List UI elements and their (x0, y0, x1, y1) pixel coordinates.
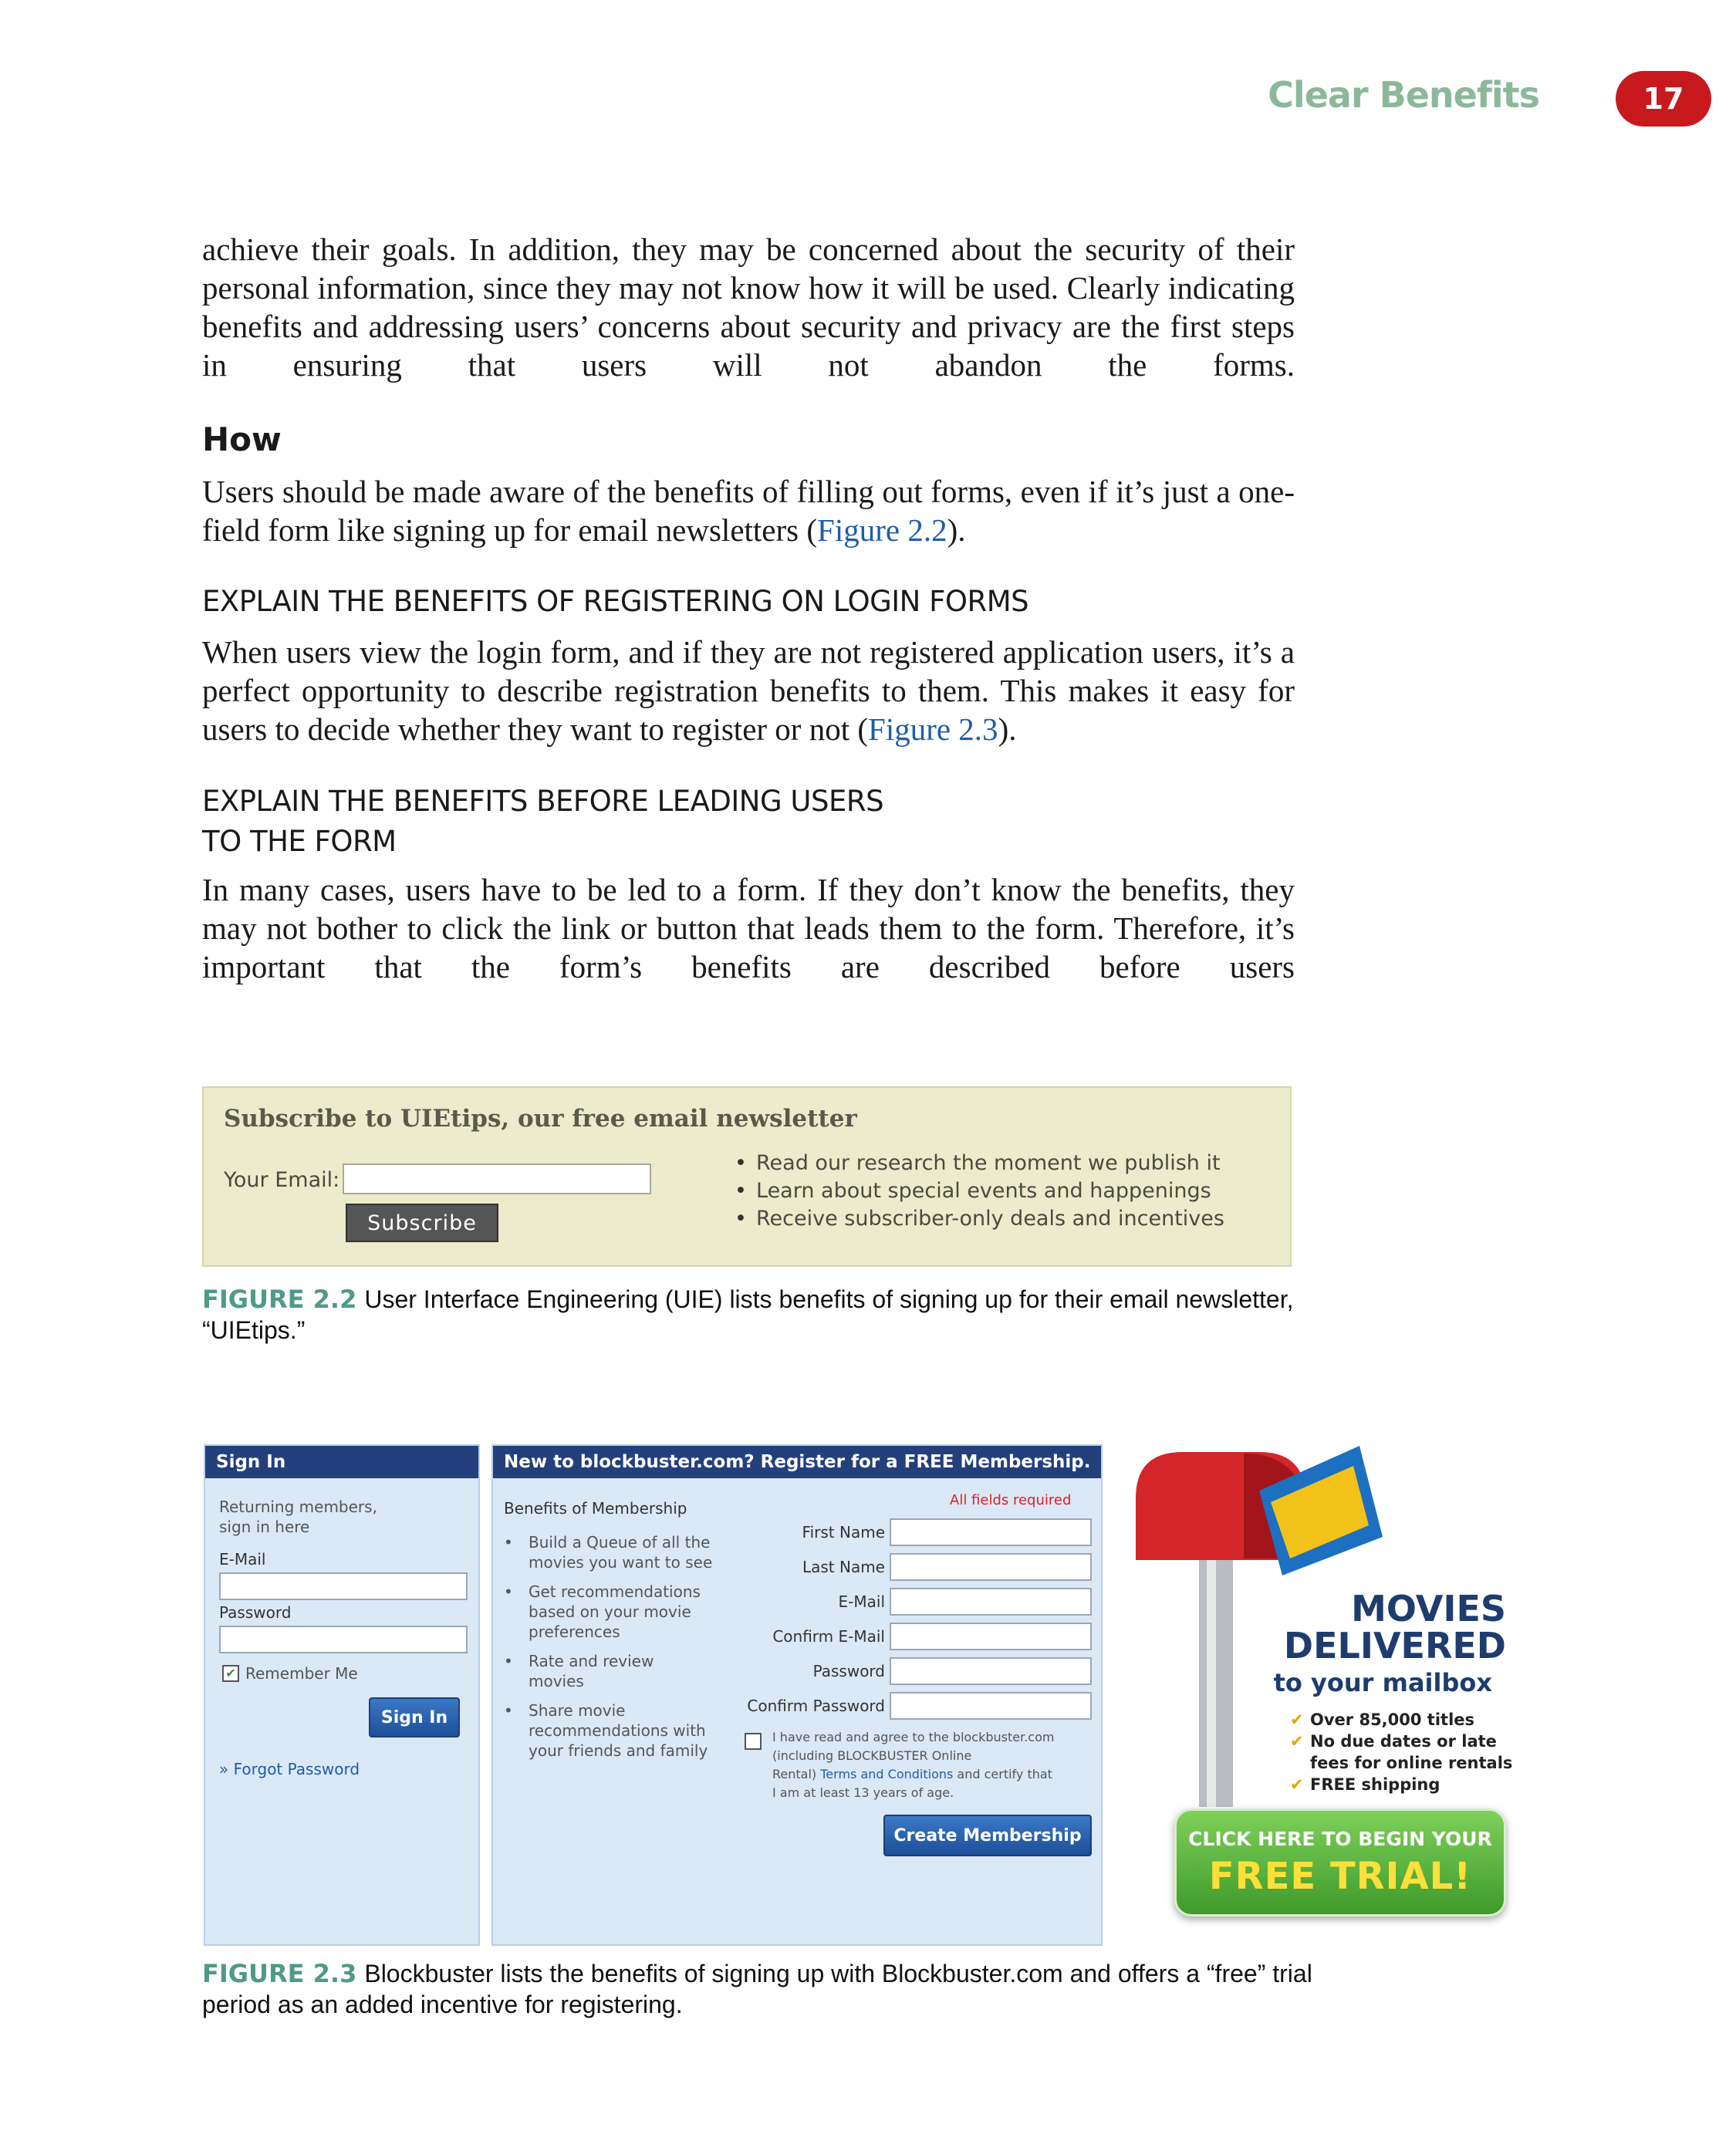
register-heading: New to blockbuster.com? Register for a FREE Membership. (493, 1446, 1101, 1478)
terms-line4: I am at least 13 years of age. (772, 1785, 954, 1800)
running-title: Clear Benefits (1268, 74, 1539, 116)
paragraph-how-end: ). (947, 512, 966, 548)
confirm-password-field[interactable] (890, 1692, 1092, 1720)
email-label: Your Email: (224, 1168, 340, 1192)
perk-item (1290, 1752, 1512, 1774)
terms-and-conditions-link[interactable]: Terms and Conditions (820, 1767, 954, 1781)
newsletter-title: Subscribe to UIEtips, our free email newsletter (224, 1105, 857, 1133)
forgot-password-link[interactable]: » Forgot Password (219, 1760, 360, 1778)
ad-to-your-mailbox: to your mailbox (1273, 1668, 1492, 1697)
ad-delivered: DELIVERED (1283, 1625, 1506, 1667)
signin-button[interactable]: Sign In (369, 1697, 460, 1737)
paragraph-login (202, 633, 1295, 748)
heading-how: How (202, 420, 282, 458)
terms-checkbox[interactable] (745, 1733, 762, 1750)
figure-2-2-link[interactable]: Figure 2.2 (817, 512, 947, 548)
paragraph-before-form: In many cases, users have to be led to a form. If they don’t know the benefits, they may not bother to click the link or button that leads them to the form. Therefore, it’s important that the form’s benefits are described before users (202, 872, 1295, 984)
benefit-line: Build a Queue of all the (529, 1533, 711, 1552)
free-trial-button[interactable] (1174, 1808, 1506, 1916)
benefits-heading: Benefits of Membership (504, 1499, 687, 1518)
terms-line3-start: Rental) (772, 1767, 817, 1781)
ad-perks-list (1290, 1709, 1512, 1795)
confirm-email-label: Confirm E-Mail (772, 1627, 885, 1646)
benefit-bullet: • (504, 1533, 513, 1552)
first-name-label: First Name (802, 1523, 885, 1542)
paragraph-intro: achieve their goals. In addition, they may be concerned about the security of their personal information, since they may not know how it will be used. Clearly indicating benefits and addressing users’ concerns about security and privacy are the first steps in ensuring that users will not abandon the forms. (202, 231, 1295, 383)
benefit-line: movies (529, 1672, 584, 1690)
signin-email-label: E-Mail (219, 1550, 266, 1569)
benefit-line: movies you want to see (529, 1553, 713, 1572)
first-name-field[interactable] (890, 1518, 1092, 1546)
perk-text: fees for online rentals (1310, 1754, 1513, 1772)
email-label: E-Mail (838, 1592, 885, 1611)
heading-before-form-line2: TO THE FORM (202, 825, 397, 858)
benefit-line: Share movie (529, 1701, 626, 1720)
perk-item (1290, 1774, 1512, 1795)
signin-intro-line1: Returning members, (219, 1498, 377, 1516)
figure-2-2-label: FIGURE 2.2 (202, 1285, 357, 1314)
required-note: All fields required (950, 1492, 1072, 1508)
figure-2-3-label: FIGURE 2.3 (202, 1959, 357, 1988)
benefit-line: recommendations with (529, 1721, 706, 1740)
register-panel (491, 1444, 1103, 1946)
ad-movies: MOVIES (1351, 1588, 1506, 1629)
benefit-item: • Read our research the moment we publish it (735, 1150, 1224, 1177)
terms-line1: I have read and agree to the blockbuster.com (772, 1730, 1055, 1744)
paragraph-how (202, 472, 1295, 549)
perk-text: No due dates or late (1310, 1732, 1497, 1751)
paragraph-login-text: When users view the login form, and if they are not registered application users, it’s a perfect opportunity to describe registration benefits to them. This makes it easy for users to decide whether they want to register or not ( (202, 634, 1295, 747)
heading-before-form-line1: EXPLAIN THE BENEFITS BEFORE LEADING USERS (202, 785, 884, 818)
terms-line3 (772, 1765, 1052, 1784)
terms-line2: (including BLOCKBUSTER Online (772, 1748, 972, 1763)
benefit-line: based on your movie (529, 1602, 691, 1621)
figure-2-3-caption (202, 1958, 1321, 2020)
last-name-label: Last Name (802, 1558, 885, 1576)
benefit-line: preferences (529, 1623, 620, 1641)
signin-heading: Sign In (205, 1446, 478, 1478)
subscribe-button[interactable]: Subscribe (346, 1204, 498, 1242)
last-name-field[interactable] (890, 1553, 1092, 1581)
free-trial-ad (1128, 1444, 1537, 1938)
figure-2-3-link[interactable]: Figure 2.3 (868, 711, 998, 747)
confirm-email-field[interactable] (890, 1623, 1092, 1650)
password-label: Password (812, 1662, 885, 1680)
email-input[interactable] (343, 1163, 651, 1194)
heading-login-benefits: EXPLAIN THE BENEFITS OF REGISTERING ON LOGIN FORMS (202, 585, 1029, 618)
figure-2-2-caption (202, 1284, 1321, 1346)
signin-password-field[interactable] (219, 1626, 468, 1653)
perk-text: Over 85,000 titles (1310, 1710, 1475, 1729)
perk-item (1290, 1709, 1512, 1731)
newsletter-signup-box (202, 1086, 1292, 1267)
benefit-bullet: • (504, 1652, 513, 1670)
newsletter-benefits-list (735, 1150, 1224, 1233)
cta-line1: CLICK HERE TO BEGIN YOUR (1188, 1828, 1492, 1850)
signin-email-field[interactable] (219, 1572, 468, 1600)
signin-password-label: Password (219, 1603, 292, 1622)
paragraph-login-end: ). (998, 711, 1017, 747)
remember-me-label: Remember Me (245, 1664, 358, 1683)
benefit-line: Rate and review (529, 1652, 654, 1670)
signin-panel (204, 1444, 480, 1946)
benefit-item: • Receive subscriber-only deals and incentives (735, 1205, 1224, 1233)
signin-intro-line2: sign in here (219, 1518, 310, 1536)
check-icon: ✔ (1290, 1710, 1304, 1729)
email-field[interactable] (890, 1588, 1092, 1616)
benefit-line: your friends and family (529, 1741, 708, 1760)
benefit-bullet: • (504, 1701, 513, 1720)
figure-2-2-caption-text: User Interface Engineering (UIE) lists benefits of signing up for their email newsletter, “UIEtips.” (202, 1285, 1294, 1344)
remember-me-checkbox[interactable]: ✔ (222, 1665, 239, 1682)
figure-2-3-caption-text: Blockbuster lists the benefits of signing up with Blockbuster.com and offers a “free” trial period as an added incentive for registering. (202, 1960, 1312, 2018)
check-icon: ✔ (1290, 1732, 1304, 1751)
password-field[interactable] (890, 1657, 1092, 1685)
check-icon: ✔ (1290, 1775, 1304, 1794)
benefit-item: • Learn about special events and happenings (735, 1177, 1224, 1205)
mailbox-post-highlight (1207, 1560, 1216, 1807)
perk-text: FREE shipping (1310, 1775, 1440, 1794)
page-number-badge: 17 (1616, 71, 1711, 127)
benefit-bullet: • (504, 1582, 513, 1601)
perk-item (1290, 1731, 1512, 1752)
benefit-line: Get recommendations (529, 1582, 701, 1601)
terms-line3-end: and certify that (957, 1767, 1052, 1781)
confirm-password-label: Confirm Password (747, 1697, 885, 1715)
cta-line2: FREE TRIAL! (1208, 1855, 1472, 1898)
create-membership-button[interactable]: Create Membership (883, 1815, 1092, 1856)
paragraph-how-text: Users should be made aware of the benefits of filling out forms, even if it’s just a one-field form like signing up for email newsletters ( (202, 474, 1295, 548)
